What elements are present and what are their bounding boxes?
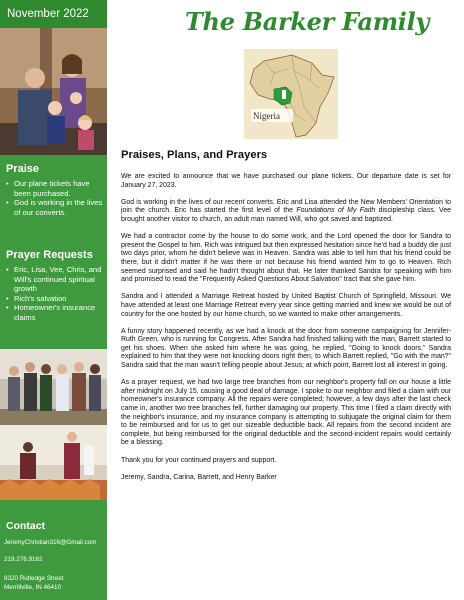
africa-map-image — [244, 49, 338, 139]
newsletter-month: November 2022 — [0, 0, 107, 28]
paragraph-marriage-retreat: Sandra and I attended a Marriage Retreat hosted by United Baptist Church of Springfield, Missouri. We have attended at least one Marriage Retreat every year since getting married and knew we would be out of country for the one hosted by our home church, so we wanted to make other arrangements. — [121, 293, 451, 318]
map-label-nigeria: Nigeria — [253, 111, 280, 121]
contact-phone: 219.276.9162 — [4, 556, 43, 563]
converts-text-end: discipleship class. Vee brought another visitor to church, an adult man named Will, who got saved and baptized. — [121, 207, 451, 223]
prayer-requests-list — [6, 265, 105, 323]
paragraph-thanks: Thank you for your continued prayers and support. — [121, 456, 277, 464]
sidebar — [0, 0, 107, 600]
paragraph-funny-story: A funny story happened recently, as we had a knock at the door from someone campaigning for Jennifer-Ruth Green, who is running for Congress. After Sandra had finished talking with the man, Barrett started to get his shoes. When she asked him where he was going, he replied, "Going to knock doors." Sandra explained to him that they were not knocking doors right then; to which Barrett replied, "Go with the man?" Sandra said that the man wasn't telling people about Jesus; at which point, Barrett lost all interest in going. — [121, 327, 451, 370]
group-photo — [0, 349, 107, 425]
contact-email[interactable]: JeremyChristian316@Gmail.com — [4, 539, 97, 546]
contact-address-city: Merrillville, IN 46410 — [4, 584, 62, 591]
paragraph-tickets: We are excited to announce that we have purchased our plane tickets. Our departure date is set for January 27, 2023. — [121, 173, 451, 189]
prayer-item: • Rich's salvation — [6, 294, 105, 304]
praise-item: • Our plane tickets have been purchased. — [6, 179, 105, 198]
paragraph-prayer-request: As a prayer request, we had two large tree branches from our neighbor's property fall on our house a little after midnight on July 15, causing a good deal of damage. I spoke to our neighbor and filed a claim with our homeowner's insurance company. All the repairs were completed; however, a few days after the last check came in, another two tree branches fell, further damaging our property. This time I filed a claim directly with the neighbor's insurance, and my insurance company is attempting to subjugate the original claim for them to be reimbursed and for us to get our sizeable deductible back. All repairs from the second incident are complete, but being reimbursed for the original deductible and the second-incident repairs would certainly be a blessing. — [121, 379, 451, 447]
praise-item: • God is working in the lives of our converts. — [6, 198, 105, 217]
paragraph-converts — [121, 199, 451, 225]
church-photo — [0, 425, 107, 500]
paragraph-contractor: We had a contractor come by the house to do some work, and the Lord opened the door for Sandra to present the Gospel to him. Rich was intrigued but then expressed hesitation since he'd had a buddy die just two days prior, whom he didn't believe was in Heaven. Sandra was able to tell him that his friend could be there, but it didn't matter if he was there or not because his friend wanted him to go to Heaven. Rich seemed surprised and said he hadn't thought about that. He later thanked Sandra for speaking with him and promised to read the "Frequently Asked Questions About Salvation" tract that she gave him. — [121, 233, 451, 284]
prayer-item: • Homeowner's insurance claims — [6, 303, 105, 322]
contact-address-street: 8320 Rutledge Street — [4, 575, 64, 582]
converts-text-start: God is working in the lives of our recent converts. Eric and Lisa attended the New Members' Orientation to join the church. Eric has started the first level of the — [121, 198, 451, 215]
prayer-requests-title: Prayer Requests — [6, 249, 93, 261]
section-heading: Praises, Plans, and Prayers — [121, 149, 268, 161]
signature: Jeremy, Sandra, Carina, Barrett, and Henry Barker — [121, 473, 277, 481]
main-content — [121, 149, 451, 491]
praise-title: Praise — [6, 163, 40, 175]
prayer-item: • Eric, Lisa, Vee, Chris, and Will's continued spiritual growth — [6, 265, 105, 294]
praise-list — [6, 179, 105, 217]
family-photo — [0, 28, 107, 155]
class-title: Foundations of My Faith — [296, 207, 376, 215]
contact-title: Contact — [6, 520, 46, 532]
page-title: The Barker Family — [185, 7, 430, 36]
